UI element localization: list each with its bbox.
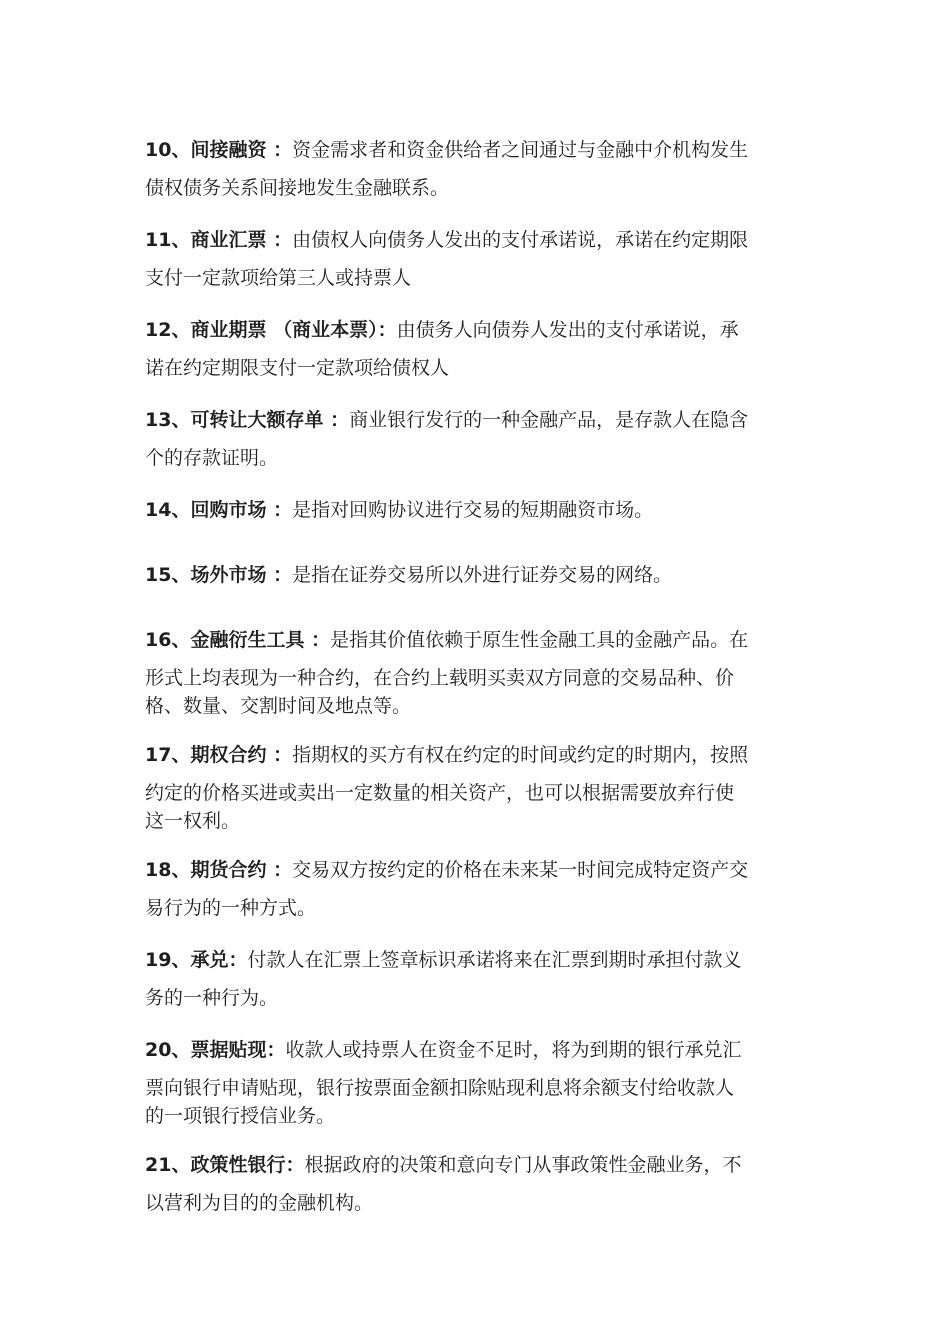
entry-number: 18、 xyxy=(145,859,191,881)
definition-entry-13 xyxy=(145,406,810,472)
entry-line-1 xyxy=(145,1151,810,1179)
entry-line-1 xyxy=(145,226,810,254)
entry-line-1 xyxy=(145,561,810,589)
entry-term: 商业汇票 ： xyxy=(190,229,293,251)
entry-term: 金融衍生工具 ： xyxy=(190,629,331,651)
definition-entry-21 xyxy=(145,1151,810,1217)
entry-text: 由债权人向债务人发出的支付承诺说，承诺在约定期限 xyxy=(292,229,749,251)
entry-line-3: 这一权利。 xyxy=(145,810,241,832)
entry-term: 可转让大额存单 ： xyxy=(190,409,350,431)
definition-entry-20 xyxy=(145,1036,810,1130)
entry-number: 14、 xyxy=(145,499,191,521)
entry-line-1 xyxy=(145,741,810,769)
entry-term: 期权合约 ： xyxy=(190,744,293,766)
entry-term: 政策性银行： xyxy=(190,1154,305,1176)
entry-text: 资金需求者和资金供给者之间通过与金融中介机构发生 xyxy=(292,139,749,161)
entry-text: 付款人在汇票上签章标识承诺将来在汇票到期时承担付款义 xyxy=(247,949,742,971)
entry-line-1 xyxy=(145,406,810,434)
entry-number: 19、 xyxy=(145,949,191,971)
entry-term: 承兑： xyxy=(190,949,248,971)
entry-line-1 xyxy=(145,316,810,344)
entry-text: 由债务人向债券人发出的支付承诺说，承 xyxy=(396,319,739,341)
entry-line-2: 诺在约定期限支付一定款项给债权人 xyxy=(145,357,450,379)
entry-text: 交易双方按约定的价格在未来某一时间完成特定资产交 xyxy=(292,859,749,881)
definition-entry-15 xyxy=(145,561,810,589)
entry-line-3: 格、数量、交割时间及地点等。 xyxy=(145,695,412,717)
entry-line-2: 债权债务关系间接地发生金融联系。 xyxy=(145,177,450,199)
entry-term: 场外市场 ： xyxy=(190,564,293,586)
entry-number: 11、 xyxy=(145,229,191,251)
entry-term: 期货合约 ： xyxy=(190,859,293,881)
entry-line-1 xyxy=(145,136,810,164)
entry-number: 15、 xyxy=(145,564,191,586)
definition-entry-16 xyxy=(145,626,810,720)
entry-line-1 xyxy=(145,496,810,524)
definition-entry-17 xyxy=(145,741,810,835)
entry-text: 商业银行发行的一种金融产品，是存款人在隐含 xyxy=(349,409,749,431)
entry-number: 17、 xyxy=(145,744,191,766)
definition-entry-11 xyxy=(145,226,810,292)
entry-text: 收款人或持票人在资金不足时，将为到期的银行承兑汇 xyxy=(285,1039,742,1061)
entry-number: 12、 xyxy=(145,319,191,341)
entry-line-2: 个的存款证明。 xyxy=(145,447,279,469)
entry-text: 根据政府的决策和意向专门从事政策性金融业务，不 xyxy=(304,1154,742,1176)
entry-line-2: 支付一定款项给第三人或持票人 xyxy=(145,267,412,289)
definition-entry-12 xyxy=(145,316,810,382)
entry-line-3: 的一项银行授信业务。 xyxy=(145,1105,336,1127)
entry-text: 指期权的买方有权在约定的时间或约定的时期内，按照 xyxy=(292,744,749,766)
entry-line-2: 形式上均表现为一种合约，在合约上载明买卖双方同意的交易品种、价 xyxy=(145,667,735,689)
entry-line-2: 务的一种行为。 xyxy=(145,987,279,1009)
entry-number: 13、 xyxy=(145,409,191,431)
entry-term: 商业期票 （商业本票）： xyxy=(190,319,397,341)
entry-number: 10、 xyxy=(145,139,191,161)
entry-number: 21、 xyxy=(145,1154,191,1176)
definition-entry-14 xyxy=(145,496,810,524)
entry-line-2: 票向银行申请贴现，银行按票面金额扣除贴现利息将余额支付给收款人 xyxy=(145,1077,735,1099)
entry-term: 间接融资 ： xyxy=(190,139,293,161)
entry-text: 是指其价值依赖于原生性金融工具的金融产品。在 xyxy=(330,629,749,651)
entry-term: 回购市场 ： xyxy=(190,499,293,521)
entry-line-1 xyxy=(145,1036,810,1064)
entry-line-2: 以营利为目的的金融机构。 xyxy=(145,1192,374,1214)
entry-term: 票据贴现： xyxy=(190,1039,286,1061)
entry-text: 是指对回购协议进行交易的短期融资市场。 xyxy=(292,499,654,521)
entry-line-1 xyxy=(145,626,810,654)
entry-number: 16、 xyxy=(145,629,191,651)
entry-number: 20、 xyxy=(145,1039,191,1061)
definition-entry-18 xyxy=(145,856,810,922)
entry-text: 是指在证券交易所以外进行证券交易的网络。 xyxy=(292,564,673,586)
definition-entry-10 xyxy=(145,136,810,202)
entry-line-2: 约定的价格买进或卖出一定数量的相关资产，也可以根据需要放弃行使 xyxy=(145,782,735,804)
entry-line-1 xyxy=(145,856,810,884)
entry-line-2: 易行为的一种方式。 xyxy=(145,897,317,919)
entry-line-1 xyxy=(145,946,810,974)
definition-entry-19 xyxy=(145,946,810,1012)
